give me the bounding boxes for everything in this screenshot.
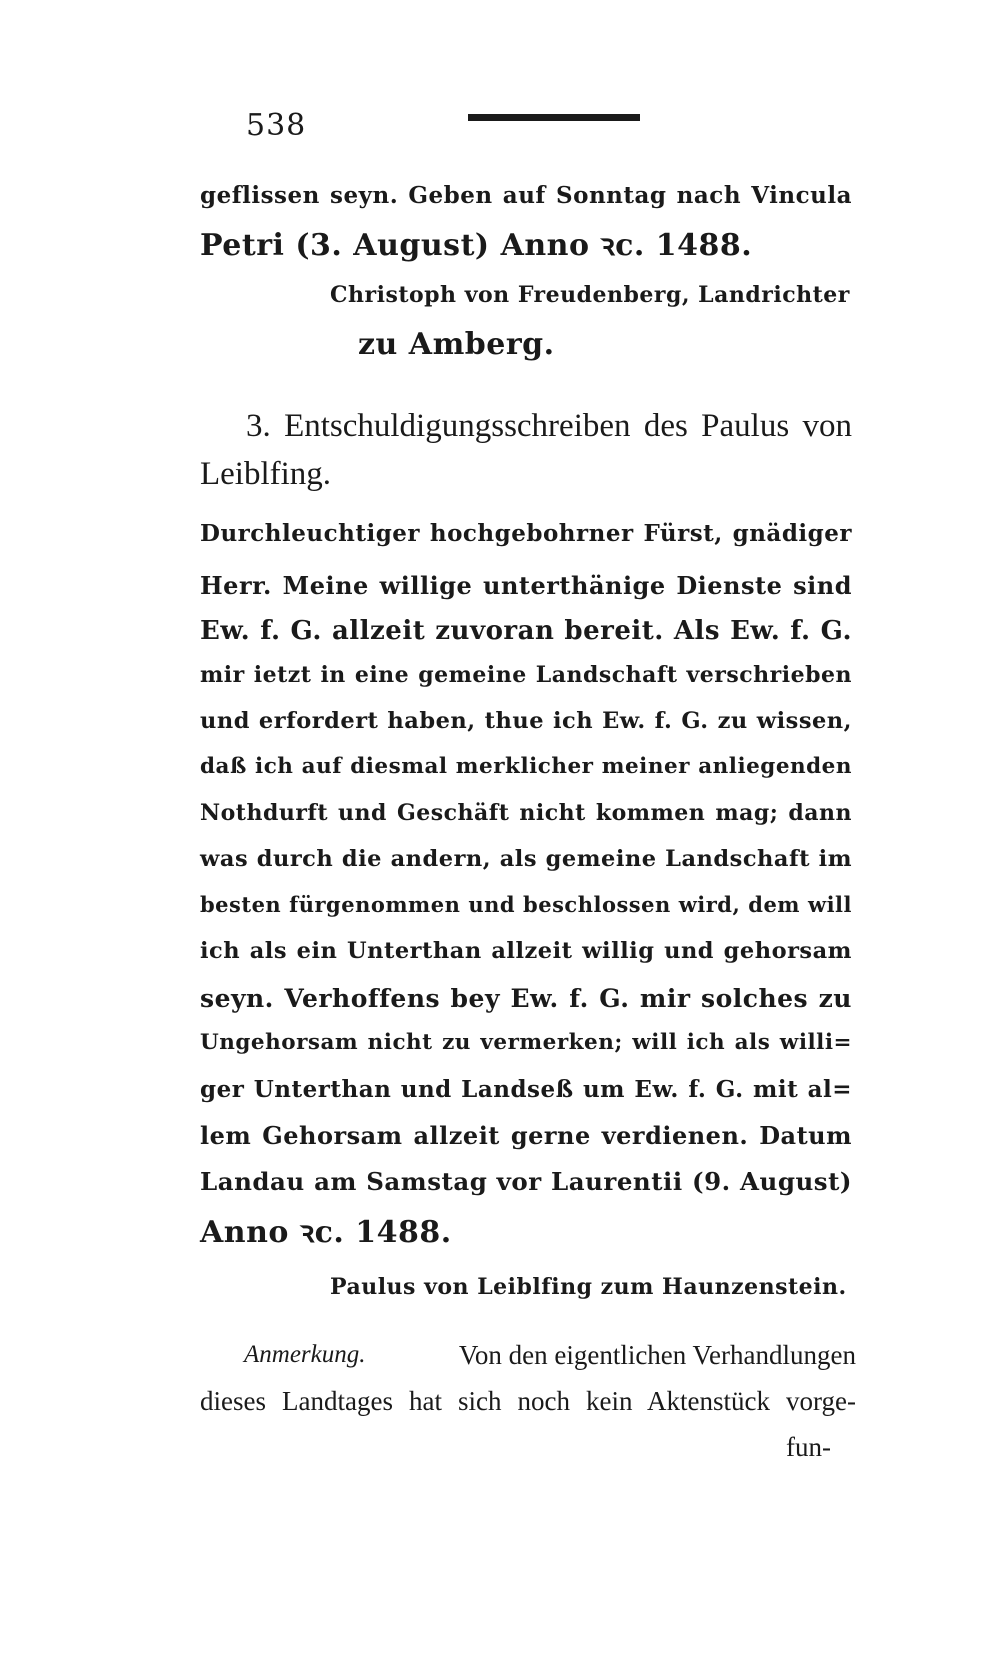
catchword: fun- [786,1432,831,1462]
body-line: Landau am Samstag vor Laurentii (9. August) [200,1167,852,1196]
signature-line: Christoph von Freudenberg, Landrichter [330,282,850,308]
body-line: Ew. f. G. allzeit zuvoran bereit. Als Ew. f. G. [200,616,852,646]
body-line: Durchleuchtiger hochgebohrner Fürst, gnädiger [200,520,852,547]
page-number: 538 [246,108,307,143]
body-line: lem Gehorsam allzeit gerne verdienen. Datum [200,1121,852,1150]
body-line: mir ietzt in eine gemeine Landschaft verschrieben [200,662,852,688]
body-line: und erfordert haben, thue ich Ew. f. G. zu wissen, [200,708,852,734]
header-rule [468,114,640,121]
text-line: Petri (3. August) Anno ꝛc. 1488. [200,228,753,263]
body-line: daß ich auf diesmal merklicher meiner anliegenden [200,754,852,779]
body-line: ger Unterthan und Landseß um Ew. f. G. mit al= [200,1076,852,1103]
note-text: Von den eigentlichen Verhandlungen [458,1340,856,1370]
section-heading: Leiblfing. [200,456,332,492]
note-line: dieses Landtages hat sich noch kein Aktenstück vorge- [200,1386,856,1416]
note-line [244,1342,856,1369]
signature-line: zu Amberg. [358,327,555,362]
body-line: Herr. Meine willige unterthänige Dienste sind [200,571,852,600]
section-heading: 3. Entschuldigungsschreiben des Paulus von [246,408,852,444]
body-line: ich als ein Unterthan allzeit willig und gehorsam [200,938,852,964]
text-line: geflissen seyn. Geben auf Sonntag nach Vincula [200,182,852,209]
body-line: seyn. Verhoffens bey Ew. f. G. mir solches zu [200,984,852,1013]
body-line: was durch die andern, als gemeine Landschaft im [200,846,852,872]
body-line: Nothdurft und Geschäft nicht kommen mag; dann [200,800,852,826]
body-line: besten fürgenommen und beschlossen wird, dem will [200,892,852,917]
body-line: Anno ꝛc. 1488. [200,1215,452,1250]
note-label: Anmerkung. [244,1341,366,1368]
signature-line: Paulus von Leiblfing zum Haunzenstein. [330,1274,847,1300]
body-line: Ungehorsam nicht zu vermerken; will ich als willi= [200,1030,852,1055]
